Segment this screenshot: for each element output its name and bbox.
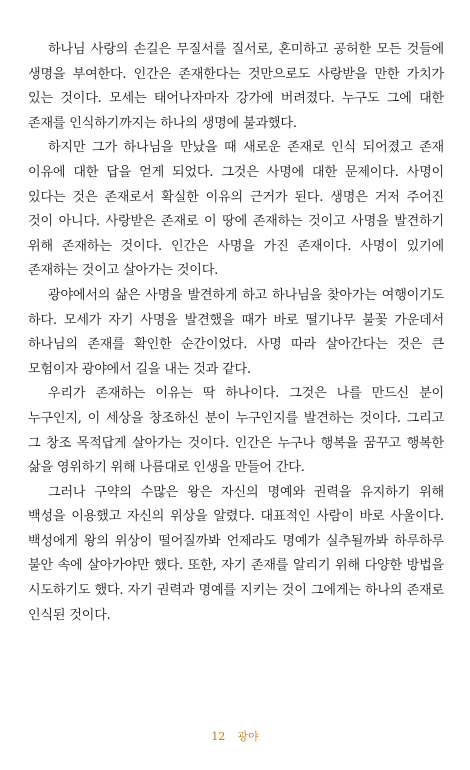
paragraph-5: 그러나 구약의 수많은 왕은 자신의 명예와 권력을 유지하기 위해 백성을 이용했고 자신의 위상을 알렸다. 대표적인 사람이 바로 사울이다. 백성에게 왕의 위상이 떨어질까봐 언제라도 명예가 실추될까봐 하루하루 불안 속에 살아가야만 했다. 또한, 자기 존재를 알리기 위해 다양한 방법을 시도하기도 했다. 자기 권력과 명예를 지키는 것이 그에게는 하나의 존재로 인식된 것이다.	[28, 484, 444, 623]
paragraph-4: 우리가 존재하는 이유는 딱 하나이다. 그것은 나를 만드신 분이 누구인지, 이 세상을 창조하신 분이 누구인지를 발견하는 것이다. 그리고 그 창조 목적답게 살아가는 것이다. 인간은 누구나 행복을 꿈꾸고 행복한 삶을 영위하기 위해 나름대로 인생을 만들어 간다.	[28, 386, 444, 476]
paragraph-2: 하지만 그가 하나님을 만났을 때 새로운 존재로 인식 되어졌고 존재 이유에 대한 답을 얻게 되었다. 그것은 사명에 대한 문제이다. 사명이 있다는 것은 존재로서 확실한 이유의 근거가 된다. 생명은 거저 주어진 것이 아니다. 사랑받은 존재로 이 땅에 존재하는 것이고 사명을 발견하기 위해 존재하는 것이다. 인간은 사명을 가진 존재이다. 사명이 있기에 존재하는 것이고 살아가는 것이다.	[28, 140, 444, 279]
page-footer	[0, 728, 470, 744]
paragraph-1: 하나님 사랑의 손길은 무질서를 질서로, 혼미하고 공허한 모든 것들에 생명을 부여한다. 인간은 존재한다는 것만으로도 사랑받을 만한 가치가 있는 것이다. 모세는 태어나자마자 강가에 버려졌다. 누구도 그에 대한 존재를 인식하기까지는 하나의 생명에 불과했다.	[28, 42, 444, 131]
running-title: 광야	[237, 730, 259, 743]
body-text	[28, 38, 444, 628]
paragraph-3: 광야에서의 삶은 사명을 발견하게 하고 하나님을 찾아가는 여행이기도 하다. 모세가 자기 사명을 발견했을 때가 바로 떨기나무 불꽃 가운데서 하나님의 존재를 확인한 순간이었다. 사명 따라 살아간다는 것은 큰 모험이자 광야에서 길을 내는 것과 같다.	[28, 287, 444, 377]
page-number: 12	[211, 730, 226, 743]
